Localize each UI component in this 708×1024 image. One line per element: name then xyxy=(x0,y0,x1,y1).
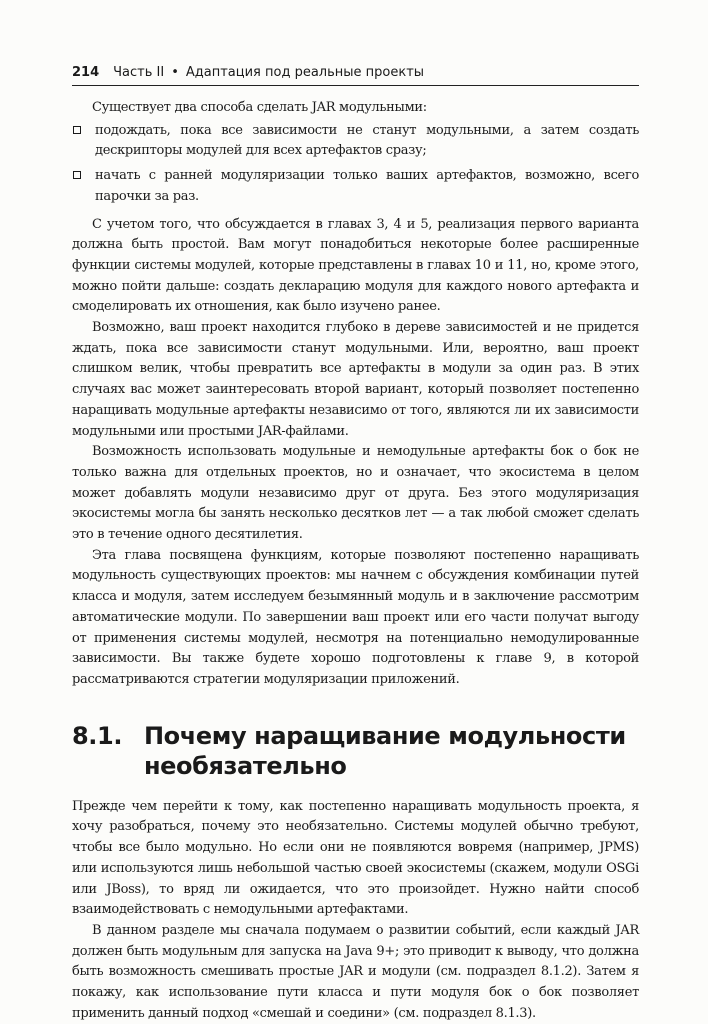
page-body xyxy=(72,98,639,1024)
body-paragraph: С учетом того, что обсуждается в главах 3, 4 и 5, реализация первого варианта должна быть простой. Вам могут понадобиться некоторые более расширенные функции системы модулей, которые представлены в главах 10 и 11, но, кроме этого, можно пойти дальше: создать декларацию модуля для каждого нового артефакта и смоделировать их отношения, как было изучено ранее. xyxy=(72,216,639,315)
options-list xyxy=(72,121,639,208)
body-paragraph: Возможно, ваш проект находится глубоко в дереве зависимостей и не придется ждать, пока все зависимости станут модульными. Или, вероятно, ваш проект слишком велик, чтобы превратить все артефакты в модули за один раз. В этих случаях вас может заинтересовать второй вариант, который позволяет постепенно наращивать модульные артефакты независимо от того, являются ли их зависимости модульными или простыми JAR-файлами. xyxy=(72,320,639,439)
header-rule xyxy=(72,85,639,86)
body-paragraph: Прежде чем перейти к тому, как постепенно наращивать модульность проекта, я хочу разобраться, почему это необязательно. Системы модулей обычно требуют, чтобы все было модульно. Но если они не появляются вовремя (например, JPMS) или используются лишь небольшой частью своей экосистемы (скажем, модули OSGi или JBoss), то вряд ли ожидается, что это произойдет. Нужно найти способ взаимодействовать с немодульными артефактами. xyxy=(72,798,639,918)
body-paragraph: В данном разделе мы сначала подумаем о развитии событий, если каждый JAR должен быть модульным для запуска на Java 9+; это приводит к выводу, что должна быть возможность смешивать простые JAR и модули (см. подраздел 8.1.2). Затем я покажу, как использование пути класса и пути модуля бок о бок позволяет применить данный подход «смешай и соедини» (см. подраздел 8.1.3). xyxy=(72,922,639,1021)
section-number: 8.1. xyxy=(72,721,123,750)
chapter-title: Адаптация под реальные проекты xyxy=(185,65,425,80)
list-item xyxy=(72,166,639,207)
section-heading xyxy=(72,721,639,781)
section-title: Почему наращивание модульности необязательно xyxy=(144,721,626,780)
list-item xyxy=(72,121,639,162)
checkbox-bullet-icon xyxy=(73,171,81,179)
intro-paragraph: Существует два способа сделать JAR модульными: xyxy=(92,100,427,115)
part-label: Часть II xyxy=(113,65,165,80)
list-item-text: начать с ранней модуляризации только ваших артефактов, возможно, всего парочки за раз. xyxy=(95,168,639,204)
running-header xyxy=(72,64,639,82)
checkbox-bullet-icon xyxy=(73,126,81,134)
list-item-text: подождать, пока все зависимости не станут модульными, а затем создать дескрипторы модулей для всех артефактов сразу; xyxy=(95,122,639,159)
body-paragraph: Возможность использовать модульные и немодульные артефакты бок о бок не только важна для отдельных проектов, но и означает, что экосистема в целом может добавлять модули независимо друг от друга. Без этого модуляризация экосистемы могла бы занять несколько десятков лет — а так любой сможет сделать это в течение одного десятилетия. xyxy=(72,444,639,543)
body-paragraph: Эта глава посвящена функциям, которые позволяют постепенно наращивать модульность существующих проектов: мы начнем с обсуждения комбинации путей класса и модуля, затем исследуем безымянный модуль и в заключение рассмотрим автоматические модули. По завершении ваш проект или его части получат выгоду от применения системы модулей, несмотря на потенциально немодулированные зависимости. Вы также будете хорошо подготовлены к главе 9, в которой рассматриваются стратегии модуляризации приложений. xyxy=(72,547,639,687)
header-bullet: • xyxy=(171,65,179,80)
page-number: 214 xyxy=(72,65,100,80)
